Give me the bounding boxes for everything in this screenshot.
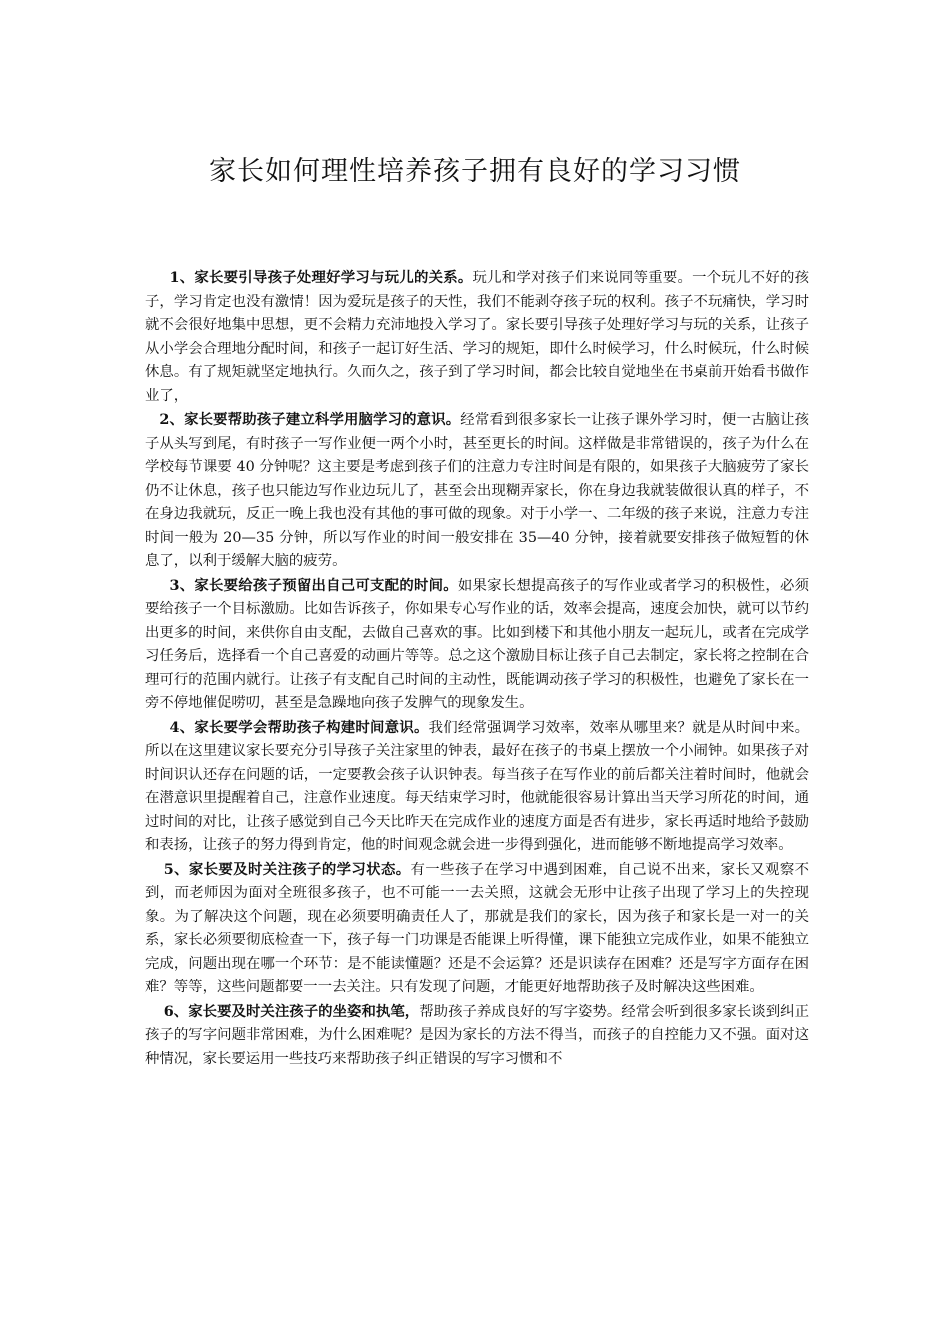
document-body [145, 266, 809, 1071]
paragraph-6-heading: 6、家长要及时关注孩子的坐姿和执笔， [163, 1002, 420, 1020]
paragraph-1-heading: 1、家长要引导孩子处理好学习与玩儿的关系。 [169, 269, 473, 286]
paragraph-1 [145, 266, 809, 408]
paragraph-6-text: 帮助孩子养成良好的写字姿势。经常会听到很多家长谈到纠正孩子的写字问题非常困难，为什么困难呢？是因为家长的方法不得当，而孩子的自控能力又不强。面对这种情况，家长要运用一些技巧来帮助孩子纠正错误的写字习惯和不 [145, 1003, 809, 1067]
paragraph-2-heading: 2、家长要帮助孩子建立科学用脑学习的意识。 [159, 411, 461, 428]
paragraph-5 [145, 858, 809, 1000]
paragraph-2-text: 经常看到很多家长一让孩子课外学习时，便一古脑让孩子从头写到尾，有时孩子一写作业便一两个小时，甚至更长的时间。这样做是非常错误的，孩子为什么在学校每节课要 40 分钟呢？这主要是考虑到孩子们的注意力专注时间是有限的，如果孩子大脑疲劳了家长仍不让休息，孩子也只能边写作业边玩儿了，甚至会出现糊弄家长，你在身边我就装做很认真的样子，不在身边我就玩，反正一晚上我也没有其他的事可做的现象。对于小学一、二年级的孩子来说，注意力专注时间一般为 20—35 分钟，所以写作业的时间一般安排在 35—40 分钟，接着就要安排孩子做短暂的休息了，以利于缓解大脑的疲劳。 [145, 412, 809, 569]
document-title: 家长如何理性培养孩子拥有良好的学习习惯 [209, 156, 741, 187]
paragraph-2 [145, 408, 809, 574]
paragraph-6 [145, 1000, 809, 1072]
paragraph-3 [145, 574, 809, 716]
paragraph-5-heading: 5、家长要及时关注孩子的学习状态。 [163, 860, 411, 878]
paragraph-3-text: 如果家长想提高孩子的写作业或者学习的积极性，必须要给孩子一个目标激励。比如告诉孩子，你如果专心写作业的话，效率会提高，速度会加快，就可以节约出更多的时间，来供你自由支配，去做自己喜欢的事。比如到楼下和其他小朋友一起玩儿，或者在完成学习任务后，选择看一个自己喜爱的动画片等等。总之这个激励目标让孩子自己去制定，家长将之控制在合理可行的范围内就行。让孩子有支配自己时间的主动性，既能调动孩子学习的积极性，也避免了家长在一旁不停地催促唠叨，甚至是急躁地向孩子发脾气的现象发生。 [145, 577, 809, 711]
paragraph-4 [145, 716, 809, 858]
paragraph-4-heading: 4、家长要学会帮助孩子构建时间意识。 [169, 718, 429, 736]
paragraph-5-text: 有一些孩子在学习中遇到困难，自己说不出来，家长又观察不到，而老师因为面对全班很多孩子，也不可能一一去关照，这就会无形中让孩子出现了学习上的失控现象。为了解决这个问题，现在必须要明确责任人了，那就是我们的家长，因为孩子和家长是一对一的关系，家长必须要彻底检查一下，孩子每一门功课是否能课上听得懂，课下能独立完成作业，如果不能独立完成，问题出现在哪一个环节：是不能读懂题？还是不会运算？还是识读存在困难？还是写字方面存在困难？等等，这些问题都要一一去关注。只有发现了问题，才能更好地帮助孩子及时解决这些困难。 [145, 861, 809, 995]
paragraph-3-heading: 3、家长要给孩子预留出自己可支配的时间。 [169, 576, 458, 594]
paragraph-1-text: 玩儿和学对孩子们来说同等重要。一个玩儿不好的孩子，学习肯定也没有激情！因为爱玩是孩子的天性，我们不能剥夺孩子玩的权利。孩子不玩痛快，学习时就不会很好地集中思想，更不会精力充沛地投入学习了。家长要引导孩子处理好学习与玩的关系，让孩子从小学会合理地分配时间，和孩子一起订好生活、学习的规矩，即什么时候学习，什么时候玩，什么时候休息。有了规矩就坚定地执行。久而久之，孩子到了学习时间，都会比较自觉地坐在书桌前开始看书做作业了， [145, 270, 809, 404]
paragraph-4-text: 我们经常强调学习效率，效率从哪里来？就是从时间中来。所以在这里建议家长要充分引导孩子关注家里的钟表，最好在孩子的书桌上摆放一个小闹钟。如果孩子对时间识认还存在问题的话，一定要教会孩子认识钟表。每当孩子在写作业的前后都关注着时间时，他就会在潜意识里提醒着自己，注意作业速度。每天结束学习时，他就能很容易计算出当天学习所花的时间，通过时间的对比，让孩子感觉到自己今天比昨天在完成作业的速度方面是否有进步，家长再适时地给予鼓励和表扬，让孩子的努力得到肯定，他的时间观念就会进一步得到强化，进而能够不断地提高学习效率。 [145, 719, 809, 853]
